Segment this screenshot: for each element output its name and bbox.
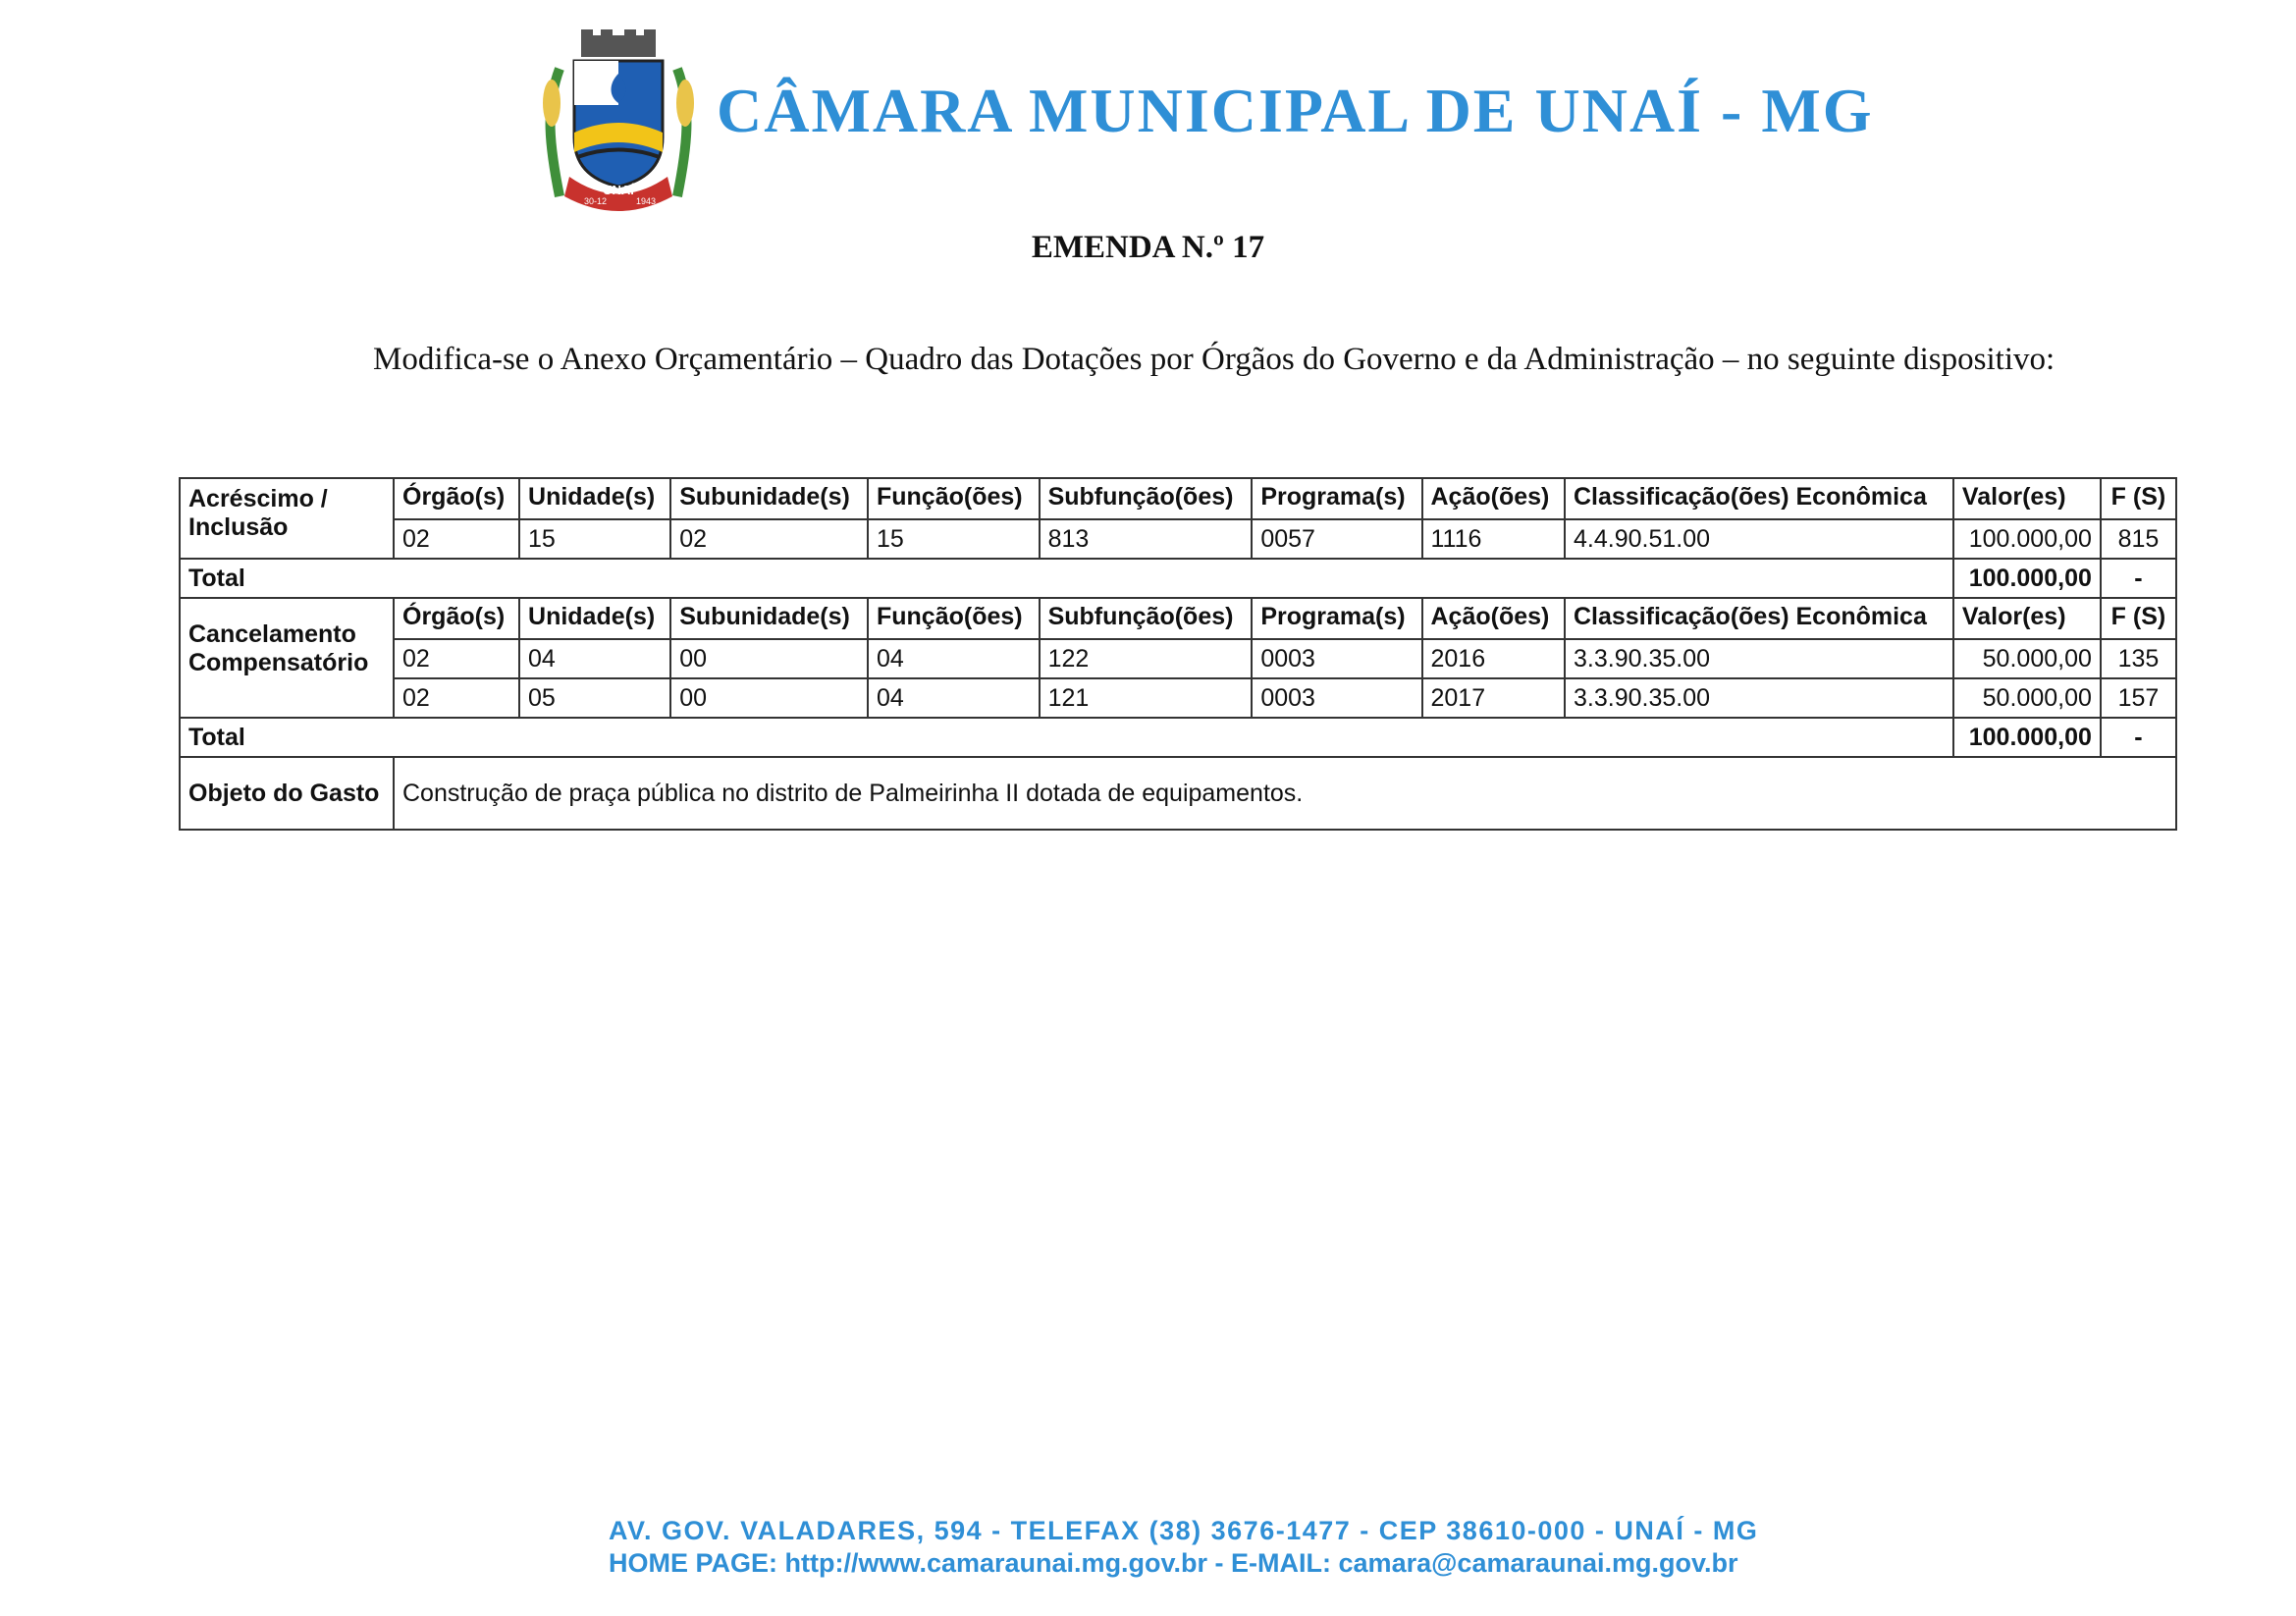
cell-unidade: 15	[519, 519, 670, 559]
cell-subfuncao: 813	[1040, 519, 1253, 559]
objeto-value: Construção de praça pública no distrito de Palmeirinha II dotada de equipamentos.	[394, 757, 2176, 830]
cell-valor: 50.000,00	[1953, 639, 2101, 678]
cell-subfuncao: 121	[1040, 678, 1253, 718]
total-fs: -	[2101, 559, 2176, 598]
col-acao: Ação(ões)	[1422, 598, 1566, 639]
cell-subfuncao: 122	[1040, 639, 1253, 678]
footer-web-email: HOME PAGE: http://www.camaraunai.mg.gov.br - E-MAIL: camara@camaraunai.mg.gov.br	[609, 1548, 1738, 1578]
institution-title: CÂMARA MUNICIPAL DE UNAÍ - MG	[717, 76, 1874, 145]
col-subunidade: Subunidade(s)	[670, 478, 868, 519]
table-row	[180, 639, 2176, 678]
cell-acao: 2017	[1422, 678, 1566, 718]
cell-orgao: 02	[394, 678, 519, 718]
cell-orgao: 02	[394, 519, 519, 559]
cancelamento-total-row	[180, 718, 2176, 757]
total-value: 100.000,00	[1953, 718, 2101, 757]
budget-table	[179, 477, 2177, 831]
col-classificacao: Classificação(ões) Econômica	[1565, 478, 1953, 519]
col-orgao: Órgão(s)	[394, 478, 519, 519]
cell-orgao: 02	[394, 639, 519, 678]
amendment-title: EMENDA N.º 17	[1031, 230, 1265, 265]
col-programa: Programa(s)	[1252, 478, 1421, 519]
cell-subunidade: 02	[670, 519, 868, 559]
col-funcao: Função(ões)	[868, 598, 1040, 639]
amendment-intro: Modifica-se o Anexo Orçamentário – Quadro das Dotações por Órgãos do Governo e da Administração – no seguinte dispositivo:	[373, 342, 2056, 377]
crest-date-right: 1943	[636, 196, 657, 206]
cell-unidade: 04	[519, 639, 670, 678]
cancelamento-label: Cancelamento Compensatório	[180, 598, 394, 718]
col-fs: F (S)	[2101, 598, 2176, 639]
objeto-label: Objeto do Gasto	[180, 757, 394, 830]
col-acao: Ação(ões)	[1422, 478, 1566, 519]
col-fs: F (S)	[2101, 478, 2176, 519]
cell-classificacao: 4.4.90.51.00	[1565, 519, 1953, 559]
acrescimo-total-row	[180, 559, 2176, 598]
cancelamento-header-row	[180, 598, 2176, 639]
cell-subunidade: 00	[670, 639, 868, 678]
table-row	[180, 519, 2176, 559]
total-value: 100.000,00	[1953, 559, 2101, 598]
col-subfuncao: Subfunção(ões)	[1040, 478, 1253, 519]
cell-funcao: 15	[868, 519, 1040, 559]
col-subfuncao: Subfunção(ões)	[1040, 598, 1253, 639]
cell-valor: 100.000,00	[1953, 519, 2101, 559]
cell-programa: 0003	[1252, 639, 1421, 678]
cell-unidade: 05	[519, 678, 670, 718]
cell-valor: 50.000,00	[1953, 678, 2101, 718]
col-classificacao: Classificação(ões) Econômica	[1565, 598, 1953, 639]
total-fs: -	[2101, 718, 2176, 757]
footer-contact	[609, 1515, 1758, 1580]
table-row	[180, 678, 2176, 718]
col-valor: Valor(es)	[1953, 478, 2101, 519]
total-label: Total	[180, 718, 1953, 757]
cell-acao: 1116	[1422, 519, 1566, 559]
total-label: Total	[180, 559, 1953, 598]
cell-classificacao: 3.3.90.35.00	[1565, 678, 1953, 718]
crest-date-left: 30-12	[584, 196, 608, 206]
cell-funcao: 04	[868, 639, 1040, 678]
cell-fs: 157	[2101, 678, 2176, 718]
objeto-row	[180, 757, 2176, 830]
cell-classificacao: 3.3.90.35.00	[1565, 639, 1953, 678]
col-unidade: Unidade(s)	[519, 478, 670, 519]
cell-programa: 0003	[1252, 678, 1421, 718]
acrescimo-header-row	[180, 478, 2176, 519]
cell-acao: 2016	[1422, 639, 1566, 678]
col-subunidade: Subunidade(s)	[670, 598, 868, 639]
cell-funcao: 04	[868, 678, 1040, 718]
crest-banner-text: UNAÍ	[603, 183, 634, 197]
col-programa: Programa(s)	[1252, 598, 1421, 639]
footer-address: AV. GOV. VALADARES, 594 - TELEFAX (38) 3676-1477 - CEP 38610-000 - UNAÍ - MG	[609, 1516, 1759, 1545]
acrescimo-label: Acréscimo / Inclusão	[180, 478, 394, 559]
cell-subunidade: 00	[670, 678, 868, 718]
col-valor: Valor(es)	[1953, 598, 2101, 639]
cell-fs: 815	[2101, 519, 2176, 559]
col-funcao: Função(ões)	[868, 478, 1040, 519]
cell-fs: 135	[2101, 639, 2176, 678]
cell-programa: 0057	[1252, 519, 1421, 559]
letterhead	[530, 29, 1874, 216]
col-orgao: Órgão(s)	[394, 598, 519, 639]
col-unidade: Unidade(s)	[519, 598, 670, 639]
municipal-crest-logo	[530, 29, 707, 216]
